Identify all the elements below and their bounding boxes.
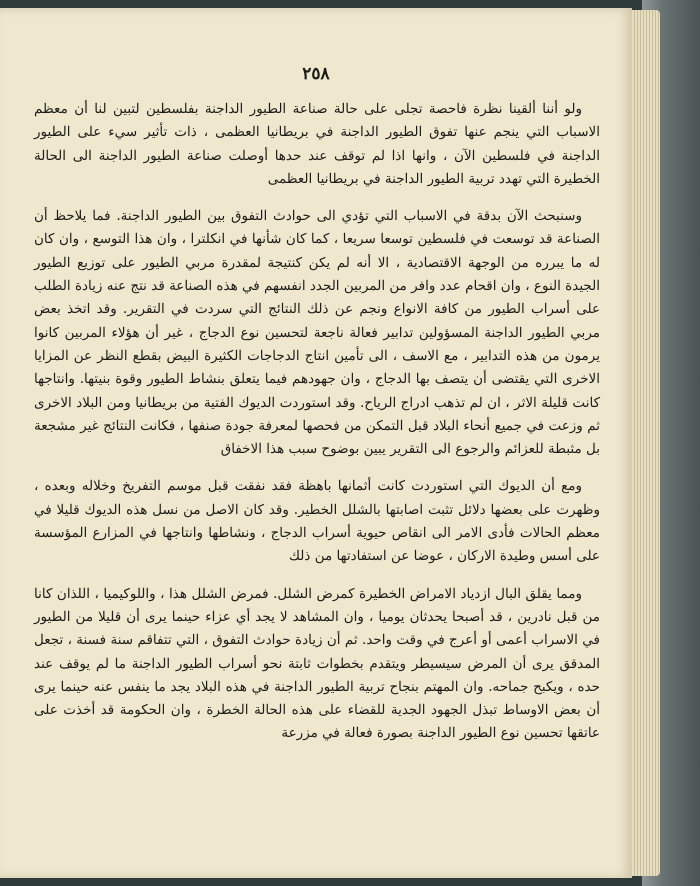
page-body — [34, 98, 600, 746]
page-number: ٢٥٨ — [302, 64, 330, 84]
paragraph-3: ومع أن الديوك التي استوردت كانت أثمانها باهظة فقد نفقت قبل موسم التفريخ وخلاله وبعده ، وظهرت على بعضها دلائل تثبت اصابتها بالشلل الخطير. وقد كان الاصل من نسل هذه الديوك قليلا في معظم الحالات فأدى الامر الى انقاص حيوية أسراب الدجاج ، ونشاطها وانتاجها في المزارع المؤسسة على أسس وطيدة الاركان ، عوضا عن استفادتها من ذلك — [34, 478, 600, 565]
page-edges — [632, 10, 660, 876]
book-page — [0, 8, 632, 878]
paragraph-1: ولو أننا ألقينا نظرة فاحصة تجلى على حالة صناعة الطيور الداجنة بفلسطين لتبين لنا أن معظم الاسباب التي ينجم عنها تفوق الطيور الداجنة في بريطانيا العظمى ، ذات تأثير سيء على الطيور الداجنة في فلسطين الآن ، وانها اذا لم توقف عند حدها أوصلت صناعة الطيور الداجنة الى الحالة الخطيرة التي تهدد تربية الطيور الداجنة في بريطانيا العظمى — [34, 101, 600, 187]
paragraph-2: وسنبحث الآن بدقة في الاسباب التي تؤدي الى حوادث التفوق بين الطيور الداجنة. فما يلاحظ أن الصناعة قد توسعت في فلسطين توسعا سريعا ، كما كان شأنها في انكلترا ، وان هذا التوسع ، وان كان له ما يبرره من الوجهة الاقتصادية ، الا أنه لم يكن كنتيجة لمقدرة مربي الطيور على توزيع الطيور الجيدة النوع ، وان اقحام عدد وافر من المربين الجدد انفسهم في هذه الصناعة قد نتج عنه زيادة الطلب على أسراب الطيور من كافة الانواع ونجم عن ذلك النتائج التي سردت في التقرير. وقد اتخذ بعض مربي الطيور الداجنة المسؤولين تدابير فعالة ناجعة لتحسين نوع الدجاج ، غير أن هؤلاء المربين كانوا يرمون من هذه التدابير ، مع الاسف ، الى تأمين انتاج الدجاجات الكثيرة البيض بقطع النظر عن المزايا الاخرى التي يقتضى أن يتصف بها الدجاج ، وان جهودهم فيما يتعلق بنشاط الطيور وقوة بنيتها. وانتاجها كانت قليلة الاثر ، ان لم تذهب ادراج الرياح. وقد استوردت الديوك الفتية من بريطانيا ومن البلاد الاخرى ثم وزعت في جميع أنحاء البلاد قبل التمكن من فحصها لمعرفة جودة صنفها ، فكانت النتائج غير مشجعة بل مثبطة للعزائم والرجوع الى التقرير يبين بوضوح سبب هذا الاخفاق — [34, 208, 600, 458]
paragraph-4: ومما يقلق البال ازدياد الامراض الخطيرة كمرض الشلل. فمرض الشلل هذا ، واللوكيميا ، اللذان كانا من قبل نادرين ، قد أصبحا يحدثان يوميا ، وان المشاهد لا يجد أي عزاء حينما يرى أن قليلا من الطيور في الاسراب أعمى أو أعرج في وقت واحد. ثم أن زيادة حوادث التفوق ، التي تتفاقم سنة فسنة ، تجعل المدقق يرى أن المرض سيسيطر ويتقدم بخطوات ثابتة نحو أسراب الطيور الداجنة ما لم يوقف عند حده ، ويكبح جماحه. وان المهتم بنجاح تربية الطيور الداجنة في هذه البلاد يجد ما ينفس عنه حينما يرى أن بعض الاوساط تبذل الجهود الجدية للقضاء على هذه الحالة الخطرة ، وان الحكومة قد أخذت على عاتقها تحسين نوع الطيور الداجنة بصورة فعالة في مزرعة — [34, 585, 601, 742]
